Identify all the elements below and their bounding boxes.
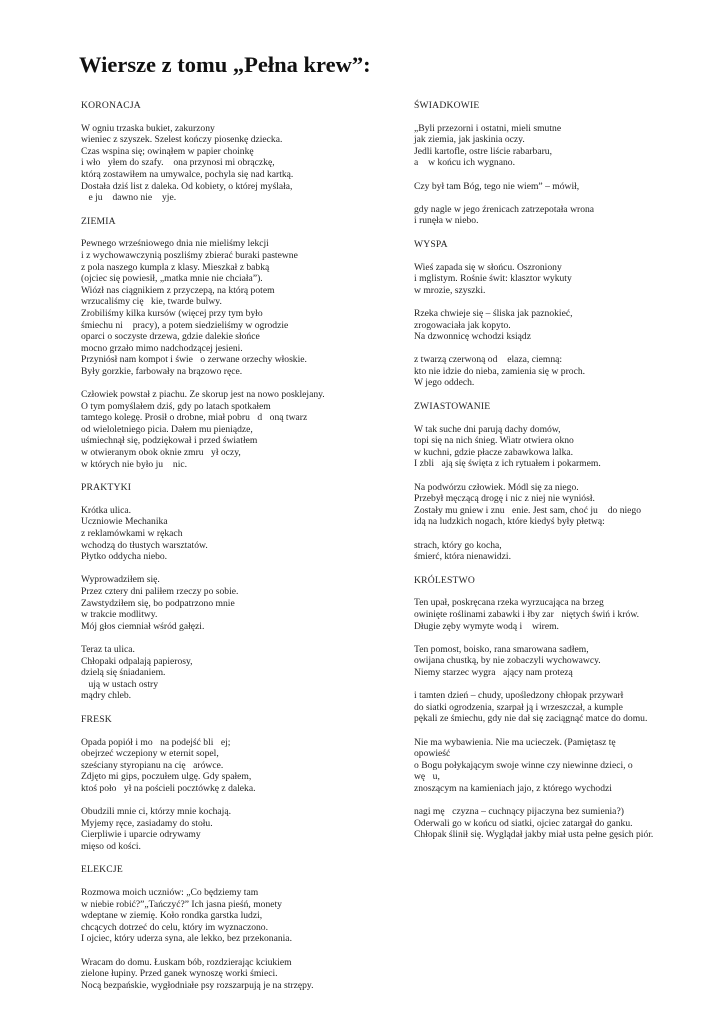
verse-line: Uczniowie Mechanika [81,516,168,528]
stanza [414,424,694,470]
verse-line: Oderwali go w końcu od siatki, ojciec zatargał do ganku. [414,817,633,829]
verse-line: Chłopaki odpalają papierosy, [81,655,193,667]
verse-line: Mój głos ciemniał wśród gałęzi. [81,620,205,632]
verse-line: Rzeka chwieje się – śliska jak paznokieć, [414,307,573,319]
verse-line: Na dzwonnicę wchodzi ksiądz [414,331,531,343]
stanza [414,308,694,343]
verse-line: jak ziemia, jak jaskinia oczy. [414,134,525,146]
verse-line: z reklamówkami w rękach [81,528,183,539]
verse-line: Przebył męczącą drogę i nic z niej nie wyniósł. [414,493,595,505]
verse-line: obejrzeć wczepiony w eternit sopel, [81,748,219,760]
poem-heading: ŚWIADKOWIE [414,100,480,111]
poem [81,100,381,204]
verse-line: Przyniósł nam kompot i świe o zerwane orzechy włoskie. [81,354,307,366]
stanza [414,181,694,193]
verse-line: owinięte roślinami zabawki i łby zar niętych świń i krów. [414,608,640,620]
poem-heading: WYSPA [414,238,448,250]
stanza [81,887,381,945]
verse-line: Pewnego wrześniowego dnia nie mieliśmy lekcji [81,238,269,250]
stanza [81,806,381,852]
stanza [414,354,694,389]
verse-line: mądry chleb. [81,690,132,702]
verse-line: w kuchni, gdzie płacze zabawkowa lalka. [414,446,574,458]
poem [81,714,381,853]
verse-line: Ten upał, poskręcana rzeka wyrzucająca na brzeg [414,597,604,609]
verse-line:  ują w ustach ostry [81,678,159,690]
verse-line: pękali ze śmiechu, gdy nie dał się zaciągnąć matce do domu. [414,713,648,725]
verse-line: I ojciec, który uderza syna, ale lekko, bez przekonania. [81,933,292,945]
verse-line: Ten pomost, boisko, rana smarowana sadłem, [414,643,589,655]
verse-line: Niemy starzec wygra ający nam protezą [414,666,573,678]
verse-line: od wieloletniego picia. Dałem mu pieniądze, [81,423,253,435]
verse-line: mocno grzało mimo nadchodzącej jesieni. [81,342,243,354]
verse-line: Zawstydziłem się, bo podpatrzono mnie [81,597,235,609]
verse-line: Teraz ta ulica. [81,643,135,655]
verse-line: uśmiechnął się, podziękował i przed światłem [81,435,258,447]
stanza [414,482,694,528]
verse-line: Na podwórzu człowiek. Módl się za niego. [414,481,579,493]
verse-line: Czy był tam Bóg, tego nie wiem” – mówił, [414,180,580,192]
poem [81,482,381,702]
verse-line: którą zostawiłem na umywalce, pochyla się nad kartką. [81,168,294,180]
poem-heading: KORONACJA [81,100,141,111]
verse-line: wchodzą do tłustych warsztatów. [81,539,208,551]
verse-line: I zbli ają się święta z ich rytuałem i pokarmem. [414,458,601,470]
stanza [414,123,694,169]
verse-line: Czas wspina się; owinąłem w papier choinkę [81,145,254,157]
verse-line: Wracam do domu. Łuskam bób, rozdzierając kciukiem [81,956,292,968]
verse-line: O tym pomyślałem dziś, gdy po latach spotkałem [81,400,271,412]
verse-line: opowieść [414,748,451,760]
verse-line: wrzucaliśmy cię kie, twarde bulwy. [81,296,222,308]
verse-line: idą na ludzkich nogach, które kiedyś były płetwą: [414,516,605,528]
stanza [414,737,694,795]
verse-line: Zdjęto mi gips, poczułem ulgę. Gdy spałem, [81,771,252,783]
verse-line: Jedli kartofle, ostre liście rabarbaru, [414,145,552,157]
verse-line: Cierpliwie i uparcie odrywamy [81,829,201,841]
verse-line: Rozmowa moich uczniów: „Co będziemy tam [81,887,259,899]
poem [414,401,694,563]
verse-line: mięso od kości. [81,840,141,852]
verse-line: w trakcie modlitwy. [81,609,158,621]
verse-line: z pola naszego kumpla z klasy. Mieszkał z babką [81,261,270,273]
poem [414,575,694,841]
verse-line: zrogowaciała jak kopyto. [414,319,511,331]
stanza [81,737,381,795]
poem-heading: KRÓLESTWO [414,574,475,586]
right-column [414,100,694,853]
stanza [414,540,694,563]
poem [81,216,381,470]
poem [414,100,694,227]
stanza [81,389,381,470]
verse-line: sześciany styropianu na cię arówce. [81,759,224,771]
poem-heading: ZIEMIA [81,215,116,227]
verse-line: Zrobiliśmy kilka kursów (więcej przy tym było [81,307,263,319]
verse-line: owijana chustką, by nie zobaczyli wychowawcy. [414,655,601,667]
verse-line: tamtego kolegę. Prosił o drobne, miał pobru d oną twarz [81,412,308,424]
verse-line: topi się na nich śnieg. Wiatr otwiera okno [414,435,574,447]
verse-line:  e ju  dawno nie  yje. [81,192,177,204]
stanza [81,574,381,632]
verse-line: Wiózł nas ciągnikiem z przyczepą, na którą potem [81,284,275,296]
verse-line: Wyprowadziłem się. [81,574,160,586]
verse-line: Opada popiół i mo na podejść bli ej; [81,736,231,748]
verse-line: kto nie idzie do nieba, zamienia się w proch. [414,365,586,377]
verse-line: Były gorzkie, farbowały na brązowo ręce. [81,365,243,377]
verse-line: Obudzili mnie ci, którzy mnie kochają. [81,806,231,818]
verse-line: ktoś poło ył na pościeli pocztówkę z daleka. [81,782,256,794]
poem [81,864,381,991]
stanza [81,238,381,377]
verse-line: Nie ma wybawienia. Nie ma ucieczek. (Pamiętasz tę [414,736,616,748]
verse-line: wdeptane w ziemię. Koło rondka garstka ludzi, [81,910,263,922]
verse-line: z twarzą czerwoną od  elaza, ciemną: [414,354,563,366]
verse-line: wieniec z szyszek. Szelest kończy piosenkę dziecka. [81,134,283,146]
verse-line: strach, który go kocha, [414,539,502,551]
stanza [81,505,381,563]
verse-line: Nocą bezpańskie, wygłodniałe psy rozszarpują je na strzępy. [81,979,314,991]
verse-line: i z wychowawczynią poszliśmy zbierać buraki pastewne [81,249,298,261]
verse-line: śmierć, która nienawidzi. [414,551,511,563]
verse-line: Myjemy ręce, zasiadamy do stołu. [81,817,213,829]
stanza [414,806,694,841]
verse-line: znoszącym na kamieniach jajo, z którego wychodzi [414,782,612,794]
verse-line: (ojciec się powiesił, „matka mnie nie chciała”). [81,273,263,285]
verse-line: i runęła w niebo. [414,215,479,227]
stanza [414,597,694,632]
verse-line: w których nie było ju  nic. [81,458,188,470]
verse-line: gdy nagle w jego źrenicach zatrzepotała wrona [414,203,595,215]
verse-line: wę u, [414,771,440,783]
stanza [414,690,694,725]
verse-line: do siatki ogrodzenia, szarpał ją i wrzeszczał, a kumple [414,701,623,713]
verse-line: w mrozie, szyszki. [414,284,486,296]
verse-line: Dostała dziś list z daleka. Od kobiety, o której myślała, [81,180,293,192]
verse-line: w otwieranym obok oknie zmru ył oczy, [81,447,241,459]
verse-line: o Bogu połykającym swoje winne czy niewinne dzieci, o [414,759,633,771]
verse-line: chcących dotrzeć do celu, który im wyznaczono. [81,921,268,933]
verse-line: i mglistym. Rośnie świt: klasztor wykuty [414,273,572,285]
verse-line: Krótka ulica. [81,504,132,516]
verse-line: W ogniu trzaska bukiet, zakurzony [81,122,215,134]
verse-line: Płytko oddycha niebo. [81,551,168,563]
verse-line: W tak suche dni parują dachy domów, [414,423,561,435]
left-column [81,100,381,1003]
stanza [414,644,694,679]
poem-heading: PRAKTYKI [81,482,132,494]
verse-line: nagi mę czyzna – cuchnący pijaczyna bez sumienia?) [414,806,624,818]
verse-line: „Byli przezorni i ostatni, mieli smutne [414,122,562,134]
verse-line: śmiechu ni  pracy), a potem siedzieliśmy w ogrodzie [81,319,289,331]
verse-line: zielone łupiny. Przed ganek wynoszę worki śmieci. [81,968,278,980]
verse-line: Długie zęby wymyte wodą i  wirem. [414,620,559,632]
verse-line: Wieś zapada się w słońcu. Oszroniony [414,261,562,273]
verse-line: Zostały mu gniew i znu enie. Jest sam, choć ju  do niego [414,504,642,516]
verse-line: i wło yłem do szafy.  ona przynosi mi obrączkę, [81,157,275,169]
verse-line: dzielą się śniadaniem. [81,667,166,679]
stanza [414,262,694,297]
poem-heading: FRESK [81,713,112,725]
stanza [81,123,381,204]
poem [414,239,694,389]
verse-line: oparci o soczyste drzewa, gdzie dalekie słońce [81,331,260,343]
poem-heading: ZWIASTOWANIE [414,401,491,413]
verse-line: W jego oddech. [414,377,475,389]
verse-line: Przez cztery dni paliłem rzeczy po sobie. [81,585,239,597]
stanza [81,644,381,702]
verse-line: w niebie robić?”„Tańczyć?” Ich jasna pieśń, monety [81,898,282,910]
verse-line: Człowiek powstał z piachu. Ze skorup jest na nowo posklejany. [81,389,325,401]
stanza [414,204,694,227]
stanza [81,957,381,992]
verse-line: Chłopak ślinił się. Wyglądał jakby miał usta pełne gęsich piór. [414,829,654,841]
page-title: Wiersze z tomu „Pełna krew”: [79,52,371,77]
poem-heading: ELEKCJE [81,864,123,876]
verse-line: a  w końcu ich wygnano. [414,157,515,169]
verse-line: i tamten dzień – chudy, upośledzony chłopak przywarł [414,690,624,702]
